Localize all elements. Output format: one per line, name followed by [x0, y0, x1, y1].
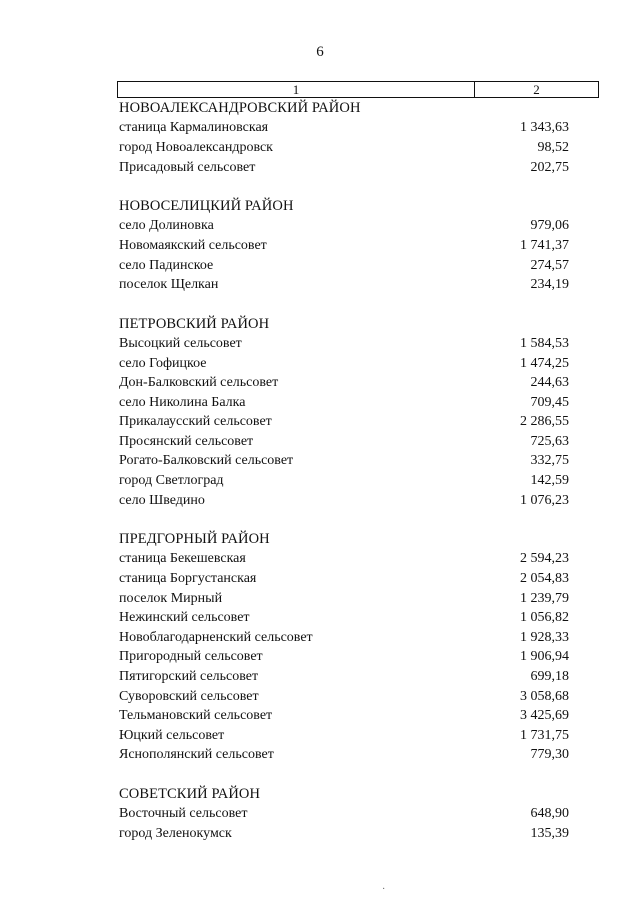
- district-name: НОВОАЛЕКСАНДРОВСКИЙ РАЙОН: [119, 100, 361, 117]
- locality-name: Новоблагодарненский сельсовет: [119, 629, 313, 645]
- district-heading: [119, 99, 569, 119]
- locality-name: Новомаякский сельсовет: [119, 237, 267, 253]
- locality-name: поселок Мирный: [119, 590, 223, 606]
- section-spacer: [119, 510, 569, 530]
- table-row: [119, 452, 569, 472]
- table-row: [119, 158, 569, 178]
- table-row: [119, 393, 569, 413]
- area-value: 1 474,25: [520, 355, 569, 371]
- area-value: 1 056,82: [520, 610, 569, 626]
- locality-name: город Зеленокумск: [119, 825, 232, 841]
- table-row: [119, 589, 569, 609]
- table-row: [119, 824, 569, 844]
- column-header-1: 1: [118, 82, 475, 97]
- area-value: 98,52: [537, 139, 569, 155]
- area-value: 1 343,63: [520, 120, 569, 136]
- district-heading: [119, 530, 569, 550]
- area-value: 3 425,69: [520, 708, 569, 724]
- section-spacer: [119, 765, 569, 785]
- locality-name: Пригородный сельсовет: [119, 649, 263, 665]
- table-row: [119, 217, 569, 237]
- locality-name: Присадовый сельсовет: [119, 159, 256, 175]
- locality-name: Тельмановский сельсовет: [119, 708, 273, 724]
- table-row: [119, 628, 569, 648]
- table-row: [119, 354, 569, 374]
- area-value: 699,18: [530, 669, 569, 685]
- column-header-2: 2: [533, 82, 540, 97]
- table-row: [119, 746, 569, 766]
- locality-name: поселок Щелкан: [119, 277, 219, 293]
- area-value: 1 906,94: [520, 649, 569, 665]
- locality-name: Восточный сельсовет: [119, 806, 248, 822]
- locality-name: село Долиновка: [119, 218, 214, 234]
- table-row: [119, 667, 569, 687]
- area-value: 1 584,53: [520, 335, 569, 351]
- area-value: 274,57: [530, 257, 569, 273]
- area-value: 648,90: [530, 806, 569, 822]
- area-value: 1 076,23: [520, 492, 569, 508]
- locality-name: Дон-Балковский сельсовет: [119, 375, 279, 391]
- table-row: [119, 138, 569, 158]
- area-value: 2 286,55: [520, 414, 569, 430]
- locality-name: село Гофицкое: [119, 355, 207, 371]
- area-value: 1 928,33: [520, 629, 569, 645]
- area-value: 979,06: [530, 218, 569, 234]
- table-row: [119, 413, 569, 433]
- section-spacer: [119, 177, 569, 197]
- district-heading: [119, 197, 569, 217]
- district-name: НОВОСЕЛИЦКИЙ РАЙОН: [119, 198, 294, 215]
- section-spacer: [119, 295, 569, 315]
- area-value: 202,75: [530, 159, 569, 175]
- table-row: [119, 687, 569, 707]
- table-row: [119, 706, 569, 726]
- table-row: [119, 275, 569, 295]
- table-row: [119, 648, 569, 668]
- table-row: [119, 236, 569, 256]
- table-row: [119, 550, 569, 570]
- locality-name: село Николина Балка: [119, 394, 246, 410]
- table-row: [119, 334, 569, 354]
- table-row: [119, 256, 569, 276]
- locality-name: станица Бекешевская: [119, 551, 246, 567]
- area-value: 135,39: [530, 825, 569, 841]
- locality-name: Суворовский сельсовет: [119, 688, 259, 704]
- area-value: 3 058,68: [520, 688, 569, 704]
- district-name: ПЕТРОВСКИЙ РАЙОН: [119, 315, 270, 332]
- table-body: [119, 99, 569, 844]
- locality-name: город Светлоград: [119, 473, 224, 489]
- area-value: 234,19: [530, 277, 569, 293]
- scan-artifact: ·: [382, 884, 386, 895]
- table-row: [119, 119, 569, 139]
- locality-name: Нежинский сельсовет: [119, 610, 250, 626]
- area-value: 142,59: [530, 473, 569, 489]
- locality-name: Яснополянский сельсовет: [119, 747, 274, 763]
- table-row: [119, 471, 569, 491]
- area-value: 1 239,79: [520, 590, 569, 606]
- area-value: 725,63: [530, 433, 569, 449]
- area-value: 332,75: [530, 453, 569, 469]
- page-number: 6: [316, 44, 324, 60]
- locality-name: Пятигорский сельсовет: [119, 669, 259, 685]
- locality-name: Просянский сельсовет: [119, 433, 254, 449]
- district-heading: [119, 315, 569, 335]
- table-row: [119, 726, 569, 746]
- locality-name: Рогато-Балковский сельсовет: [119, 453, 294, 469]
- table-row: [119, 804, 569, 824]
- area-value: 1 741,37: [520, 237, 569, 253]
- district-name: ПРЕДГОРНЫЙ РАЙОН: [119, 531, 270, 548]
- table-header: [117, 81, 599, 98]
- area-value: 2 054,83: [520, 571, 569, 587]
- locality-name: Высоцкий сельсовет: [119, 335, 242, 351]
- table-row: [119, 491, 569, 511]
- locality-name: станица Боргустанская: [119, 571, 257, 587]
- table-row: [119, 608, 569, 628]
- district-heading: [119, 785, 569, 805]
- area-value: 1 731,75: [520, 727, 569, 743]
- area-value: 709,45: [530, 394, 569, 410]
- district-name: СОВЕТСКИЙ РАЙОН: [119, 786, 261, 803]
- locality-name: город Новоалександровск: [119, 139, 273, 155]
- area-value: 2 594,23: [520, 551, 569, 567]
- locality-name: село Падинское: [119, 257, 214, 273]
- table-row: [119, 373, 569, 393]
- table-row: [119, 569, 569, 589]
- table-row: [119, 432, 569, 452]
- locality-name: Прикалаусский сельсовет: [119, 414, 272, 430]
- locality-name: станица Кармалиновская: [119, 120, 269, 136]
- locality-name: село Шведино: [119, 492, 205, 508]
- locality-name: Юцкий сельсовет: [119, 727, 225, 743]
- area-value: 779,30: [530, 747, 569, 763]
- area-value: 244,63: [530, 375, 569, 391]
